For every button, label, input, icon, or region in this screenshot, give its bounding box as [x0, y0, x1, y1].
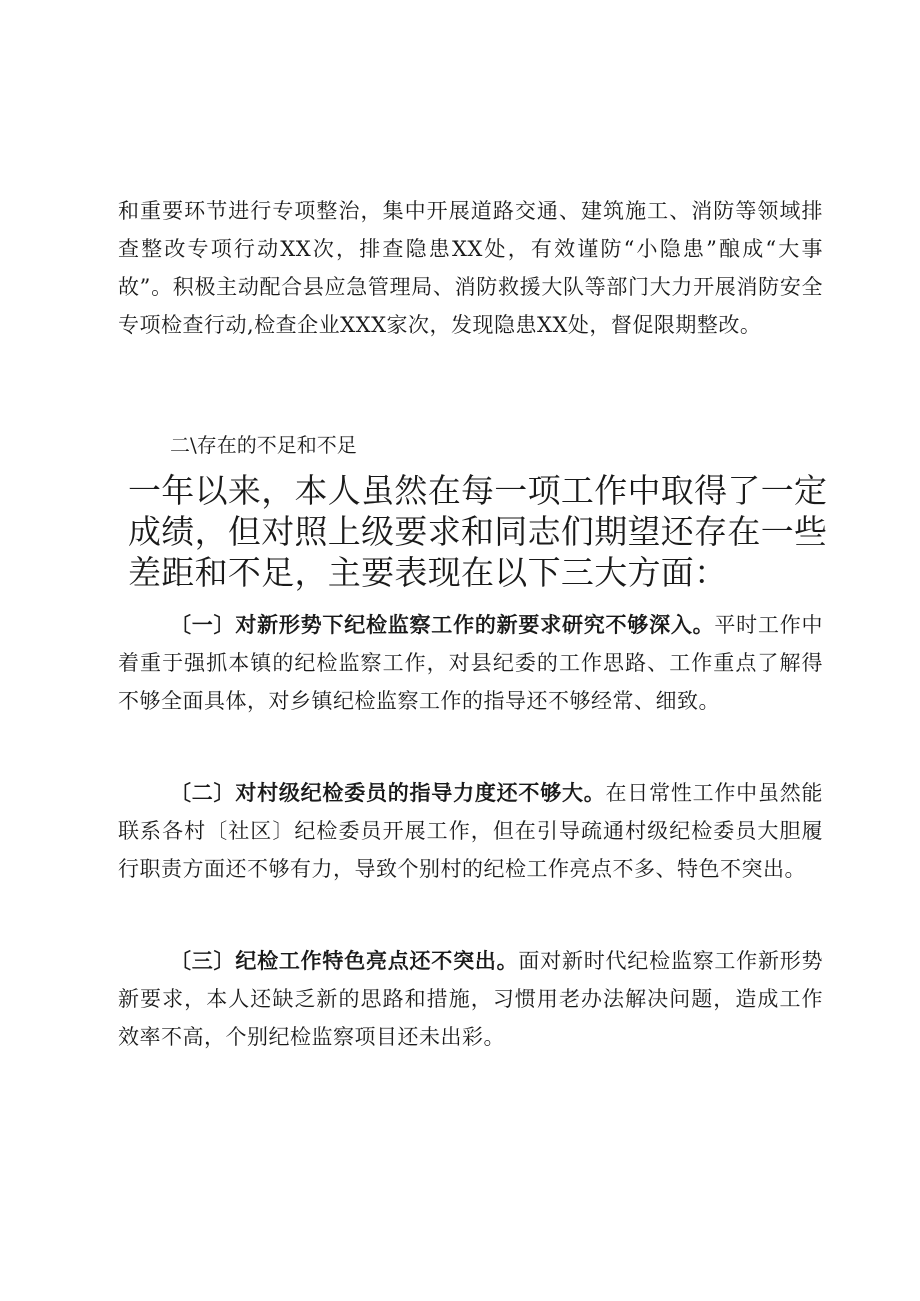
item-paragraph-1 [118, 606, 823, 720]
item-1-body: 平时工作中着重于强抓本镇的纪检监察工作，对县纪委的工作思路、工作重点了解得不够全面具体，对乡镇纪检监察工作的指导还不够经常、细致。 [118, 613, 824, 713]
section-heading: 二\存在的不足和不足 [170, 433, 357, 457]
continued-paragraph: 和重要环节进行专项整治，集中开展道路交通、建筑施工、消防等领域排查整改专项行动XX次，排查隐患XX处，有效谨防“小隐患”酿成“大事故”。积极主动配合县应急管理局、消防救援大队等部门大力开展消防安全专项检查行动,检查企业XXX家次，发现隐患XX处，督促限期整改。 [118, 199, 823, 337]
item-3-lead: 〔三〕纪检工作特色亮点还不突出。 [170, 949, 519, 973]
item-3-body: 面对新时代纪检监察工作新形势新要求，本人还缺乏新的思路和措施，习惯用老办法解决问题，造成工作效率不高，个别纪检监察项目还未出彩。 [118, 949, 824, 1049]
item-2-body: 在日常性工作中虽然能联系各村〔社区〕纪检委员开展工作，但在引导疏通村级纪检委员大胆履行职责方面还不够有力，导致个别村的纪检工作亮点不多、特色不突出。 [118, 781, 823, 881]
item-paragraph-3 [118, 942, 823, 1056]
item-1-lead: 〔一〕对新形势下纪检监察工作的新要求研究不够深入。 [170, 613, 715, 637]
item-paragraph-2 [118, 774, 823, 888]
item-2-lead: 〔二〕对村级纪检委员的指导力度还不够大。 [170, 781, 606, 805]
large-intro-paragraph: 一年以来，本人虽然在每一项工作中取得了一定成绩，但对照上级要求和同志们期望还存在一些差距和不足，主要表现在以下三大方面： [128, 471, 828, 592]
